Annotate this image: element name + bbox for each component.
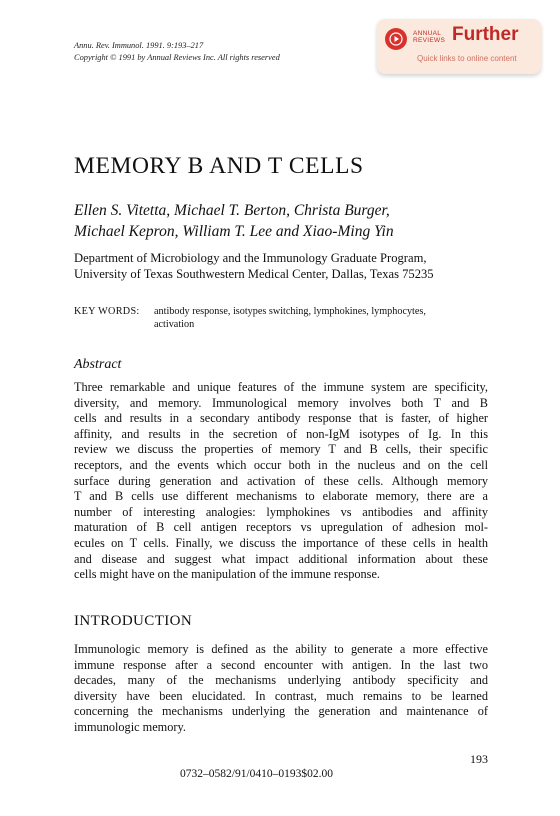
abstract-line: Three remarkable and unique features of the immune system are specificity, (74, 380, 488, 394)
author-line: Michael Kepron, William T. Lee and Xiao-Ming Yin (74, 223, 394, 240)
intro-line: Immunologic memory is defined as the ability to generate a more effective (74, 642, 488, 656)
abstract-line: T and B cells use different mechanisms to elaborate memory, there are a (74, 489, 488, 504)
citation-journal-line: Annu. Rev. Immunol. 1991. 9:193–217 (74, 41, 204, 50)
keywords-line: antibody response, isotypes switching, lymphokines, lymphocytes, (154, 306, 426, 317)
article-title: MEMORY B AND T CELLS (74, 153, 364, 179)
abstract-line: receptors, and the events which occur both in the nucleus and on the cell (74, 457, 488, 472)
abstract-heading: Abstract (74, 357, 122, 372)
abstract-line: cells might have on the manipulation of the immune response. (74, 567, 380, 582)
keywords-line: activation (154, 319, 195, 330)
affiliation-line: Department of Microbiology and the Immunology Graduate Program, (74, 251, 427, 265)
intro-line: concerning the mechanisms underlying the generation and maintenance of (74, 704, 488, 719)
page-number: 193 (470, 752, 488, 766)
abstract-line: affinity, and results in the secretion of non-IgM isotypes of Ig. In this (74, 426, 488, 441)
brand-line-1: ANNUAL (413, 30, 442, 37)
abstract-line: maturation of B cell antigen receptors vs upregulation of adhesion mol- (74, 520, 488, 535)
intro-line: diversity have been elucidated. In contrast, much remains to be learned (74, 688, 488, 703)
brand-line-2: REVIEWS (413, 37, 446, 44)
abstract-line: ecules on T cells. Finally, we discuss the importance of these cells in health (74, 535, 488, 550)
author-list (74, 200, 394, 242)
further-subtitle: Quick links to online content (417, 54, 517, 63)
abstract-line: cells and results in a secondary antibody response that is faster, of higher (74, 411, 488, 426)
affiliation (74, 250, 434, 282)
footer-code: 0732–0582/91/0410–0193$02.00 (180, 768, 334, 780)
keywords-text (154, 305, 494, 331)
intro-line: immunologic memory. (74, 719, 186, 734)
citation-copyright-line: Copyright © 1991 by Annual Reviews Inc. All rights reserved (74, 53, 280, 62)
further-reading-badge[interactable] (377, 19, 541, 74)
abstract-line: number of interesting analogies: lymphokines vs antibodies and affinity (74, 504, 488, 519)
abstract-line: surface during generation and activation of these cells. Although memory (74, 473, 488, 488)
further-label: Further (452, 24, 519, 45)
journal-citation (74, 40, 280, 64)
abstract-line: and disease and suggest what impact additional information about these (74, 551, 488, 566)
play-icon (385, 28, 407, 50)
section-heading-introduction: INTRODUCTION (74, 613, 193, 629)
affiliation-line: University of Texas Southwestern Medical Center, Dallas, Texas 75235 (74, 267, 434, 281)
annual-reviews-logo-text (413, 30, 445, 44)
intro-line: immune response after a second encounter with antigen. In the last two (74, 657, 488, 672)
abstract-line: diversity, and memory. Immunological memory involves both T and B (74, 395, 488, 410)
keywords-label: KEY WORDS: (74, 306, 140, 317)
intro-line: decades, many of the mechanisms underlying antibody specificity and (74, 673, 488, 688)
abstract-line: review we discuss the properties of memory T and B cells, their specific (74, 442, 488, 457)
introduction-body (74, 642, 488, 736)
abstract-body (74, 380, 488, 583)
author-line: Ellen S. Vitetta, Michael T. Berton, Christa Burger, (74, 202, 390, 219)
